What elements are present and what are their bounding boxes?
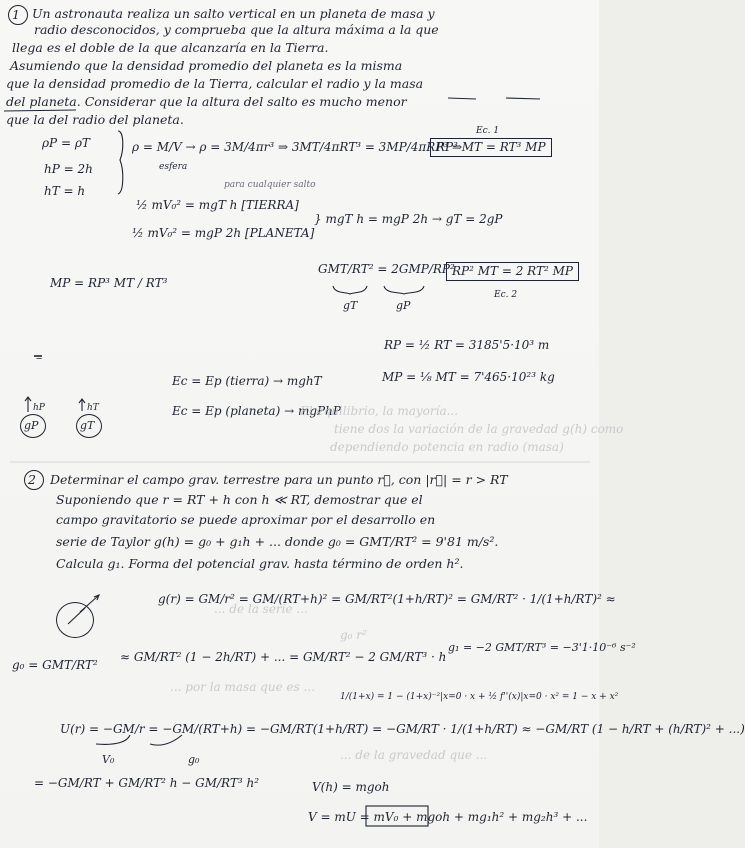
energy-conservation-earth: Ec = Ep (tierra) → mghT <box>172 374 322 388</box>
energy-result: } mgT h = mgP 2h → gT = 2gP <box>314 212 503 226</box>
bleed-through-text: g₀ r² <box>340 628 367 642</box>
given-height-earth: hT = h <box>44 184 86 198</box>
problem2-statement-line: campo gravitatorio se puede aproximar por el desarrollo en <box>56 512 436 527</box>
taylor-approximation: ≈ GM/RT² (1 − 2h/RT) + ... = GM/RT² − 2 GM/RT³ · h <box>120 650 447 664</box>
g1-value: g₁ = −2 GMT/RT³ = −3'1·10⁻⁶ s⁻² <box>448 641 636 654</box>
hp-label: hP <box>33 403 45 413</box>
problem1-number: 1 <box>12 7 20 22</box>
problem1-statement-line: del planeta. Considerar que la altura del salto es mucho menor <box>6 94 407 109</box>
margin-note: para cualquier salto <box>224 180 316 190</box>
g-of-r-expansion: g(r) = GM/r² = GM/(RT+h)² = GM/RT²(1+h/RT)² = GM/RT² · 1/(1+h/RT)² ≈ <box>158 592 616 606</box>
g0-label: g₀ <box>188 753 200 766</box>
problem1-statement-line: Asumiendo que la densidad promedio del planeta es la misma <box>10 58 403 73</box>
problem1-statement-line: que la densidad promedio de la Tierra, calcular el radio y la masa <box>6 76 424 91</box>
problem2-statement-line: serie de Taylor g(h) = g₀ + g₁h + ... donde g₀ = GMT/RT² = 9'81 m/s². <box>56 534 499 549</box>
bleed-through-text: El equilibrio, la mayoría... <box>300 404 459 418</box>
gravity-equality: GMT/RT² = 2GMP/RP² <box>318 262 455 276</box>
problem2-statement-line: Suponiendo que r = RT + h con h ≪ RT, demostrar que el <box>56 492 423 507</box>
eq1-boxed: RP³ MT = RT³ MP <box>430 138 552 157</box>
energy-conservation-planet: Ec = Ep (planeta) → mgPhP <box>172 404 341 418</box>
planet-mass-expression: MP = RP³ MT / RT³ <box>50 276 168 290</box>
given-density: ρP = ρT <box>42 136 90 150</box>
problem1-statement-line: llega es el doble de la que alcanzaría en la Tierra. <box>12 40 329 55</box>
eq2-boxed: RP² MT = 2 RT² MP <box>446 262 579 281</box>
bleed-through-text: tiene dos la variación de la gravedad g(h) como <box>334 422 624 436</box>
v-total: V = mU = mV₀ + mgoh + mg₁h² + mg₂h³ + ... <box>308 810 588 824</box>
radius-result: RP = ½ RT = 3185'5·10³ m <box>384 338 550 352</box>
problem2-statement-line: Calcula g₁. Forma del potencial grav. hasta término de orden h². <box>56 556 464 571</box>
bleed-through-text: ... de la serie ... <box>214 602 308 616</box>
earth-diagram-label: gT <box>80 419 95 432</box>
problem1-statement-line: radio desconocidos, y comprueba que la altura máxima a la que <box>34 22 439 37</box>
gP-label: gP <box>396 299 411 312</box>
potential-series: = −GM/RT + GM/RT² h − GM/RT³ h² <box>34 776 260 790</box>
earth-r-diagram <box>56 602 94 638</box>
problem2-number: 2 <box>28 472 36 487</box>
eq2-label: Ec. 2 <box>494 290 518 300</box>
gT-label: gT <box>343 299 358 312</box>
problem1-statement-line: que la del radio del planeta. <box>6 112 184 127</box>
energy-planet: ½ mV₀² = mgP 2h [PLANETA] <box>132 226 315 240</box>
bleed-through-text: ... por la masa que es ... <box>170 680 316 694</box>
dash-mark: – <box>36 350 43 365</box>
v0-label: V₀ <box>102 753 115 766</box>
mass-result: MP = ⅛ MT = 7'465·10²³ kg <box>382 370 555 384</box>
given-height-planet: hP = 2h <box>44 162 93 176</box>
sphere-note: esfera <box>159 162 188 172</box>
g0-definition: g₀ = GMT/RT² <box>12 658 98 672</box>
v-of-h: V(h) = mgoh <box>312 780 390 794</box>
planet-diagram-label: gP <box>24 419 39 432</box>
problem2-statement-line: Determinar el campo grav. terrestre para un punto r⃗, con |r⃗| = r > RT <box>50 472 508 487</box>
potential-expansion: U(r) = −GM/r = −GM/(RT+h) = −GM/RT(1+h/RT) = −GM/RT · 1/(1+h/RT) ≈ −GM/RT (1 − h/RT + (h/RT)² + ...) <box>60 722 745 736</box>
taylor-note: 1/(1+x) = 1 − (1+x)⁻²|x=0 · x + ½ f''(x)|x=0 · x² = 1 − x + x² <box>340 692 619 702</box>
problem1-statement-line: Un astronauta realiza un salto vertical en un planeta de masa y <box>32 6 435 21</box>
density-chain: ρ = M/V → ρ = 3M/4πr³ ⇒ 3MT/4πRT³ = 3MP/4πRP³ ⇒ <box>132 140 463 154</box>
bleed-through-text: dependiendo potencia en radio (masa) <box>330 440 564 454</box>
eq1-label: Ec. 1 <box>476 126 500 136</box>
energy-earth: ½ mV₀² = mgT h [TIERRA] <box>136 198 299 212</box>
bleed-through-text: ... de la gravedad que ... <box>340 748 488 762</box>
ht-label: hT <box>87 403 99 413</box>
